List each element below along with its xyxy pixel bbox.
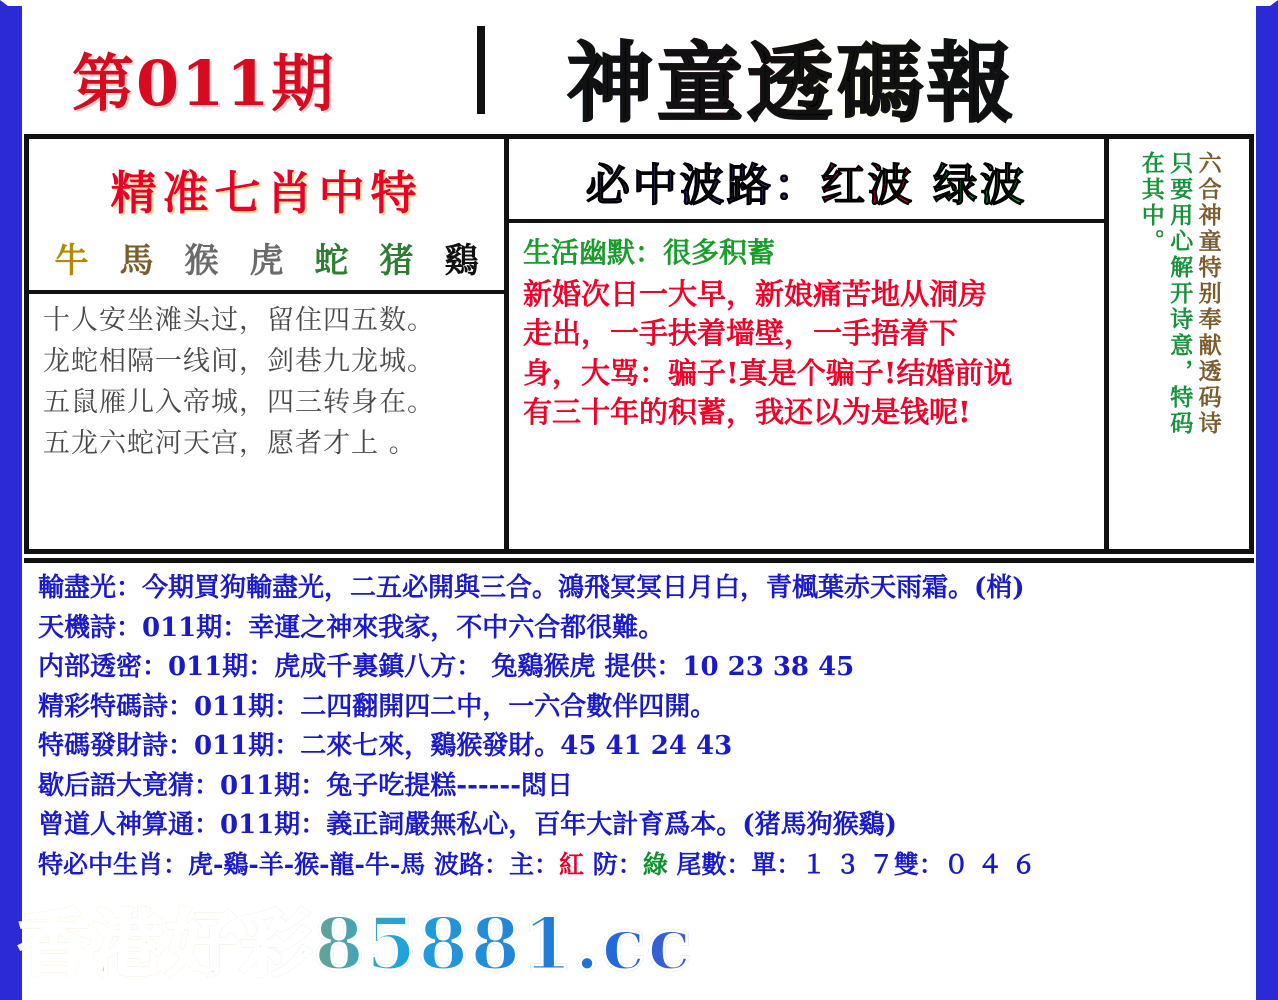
list-row: 歇后語大竟猜：011期：兔子吃提糕------悶日 (38, 770, 574, 801)
list-row-summary (38, 846, 1244, 884)
poem-block (29, 294, 504, 464)
list-row: 輸盡光：今期買狗輸盡光，二五必開與三合。鴻飛冥冥日月白，青楓葉赤天雨霜。(梢) (38, 573, 1025, 603)
main-band (24, 134, 1254, 554)
wave-title-prefix: 必中波路： (585, 160, 821, 211)
zodiac-item: 虎 (249, 241, 284, 281)
left-panel (29, 139, 509, 549)
summary-defend-label: 防： (583, 849, 643, 879)
bottom-list (24, 558, 1254, 996)
list-row: 内部透密：011期：虎成千裏鎮八方： 兔鷄猴虎 提供：10 23 38 45 (38, 652, 855, 683)
summary-tail: 尾數：單：１ ３ ７雙：０ ４ ６ (667, 849, 1037, 879)
vertical-text-block (1109, 139, 1249, 549)
vertical-line: 只要用心解开诗意，特码 (1166, 151, 1194, 437)
zodiac-item: 鷄 (444, 241, 479, 281)
zodiac-item: 牛 (54, 241, 89, 281)
summary-defend-color: 綠 (642, 849, 668, 879)
page-title: 神童透碼報 (567, 14, 1017, 138)
zodiac-item: 蛇 (314, 241, 349, 281)
poem-line: 五鼠雁儿入帝城，四三转身在。 (43, 387, 435, 419)
middle-panel (509, 139, 1109, 549)
zodiac-row (29, 233, 504, 294)
poem-line: 龙蛇相隔一线间，剑巷九龙城。 (43, 346, 435, 378)
header (22, 6, 1256, 132)
list-row: 曾道人神算通：011期：義正詞嚴無私心，百年大計育爲本。(猪馬狗猴鷄) (38, 810, 897, 841)
summary-prefix: 特必中生肖：虎-鷄-羊-猴-龍-牛-馬 波路：主： (38, 849, 559, 879)
summary-main-color: 紅 (558, 849, 584, 879)
zodiac-item: 馬 (119, 241, 154, 281)
poem-line: 十人安坐滩头过，留住四五数。 (43, 305, 435, 336)
left-panel-title: 精准七肖中特 (110, 166, 423, 220)
wave-green: 绿波 (933, 160, 1028, 211)
wave-red: 红波 (820, 160, 915, 211)
joke-line: 走出，一手扶着墙壁，一手捂着下 (523, 316, 959, 351)
joke-line: 新婚次日一大早，新娘痛苦地从洞房 (523, 277, 988, 311)
zodiac-item: 猪 (379, 241, 414, 281)
zodiac-item: 猴 (184, 241, 219, 281)
joke-line: 有三十年的积蓄，我还以为是钱呢! (523, 395, 971, 430)
header-divider (477, 26, 485, 114)
joke-line: 身，大骂：骗子!真是个骗子!结婚前说 (523, 355, 1013, 390)
list-row: 特碼發財詩：011期：二來七來，鷄猴發財。45 41 24 43 (38, 731, 733, 762)
issue-number: 第011期 (72, 47, 336, 120)
vertical-line: 在其中。 (1137, 151, 1165, 255)
list-row: 精彩特碼詩：011期：二四翻開四二中，一六合數伴四開。 (38, 691, 717, 722)
watermark: 香港好彩85881.cc (18, 904, 1278, 984)
joke-lead: 生活幽默：很多积蓄 (523, 236, 776, 269)
poem-line: 五龙六蛇河天宫，愿者才上 。 (43, 428, 417, 460)
list-row: 天機詩：011期：幸運之神來我家，不中六合都很難。 (38, 612, 665, 643)
joke-block (509, 223, 1104, 433)
wave-title (509, 149, 1104, 223)
right-panel (1109, 139, 1249, 549)
vertical-line: 六合神童特别奉献透码诗 (1194, 151, 1222, 437)
